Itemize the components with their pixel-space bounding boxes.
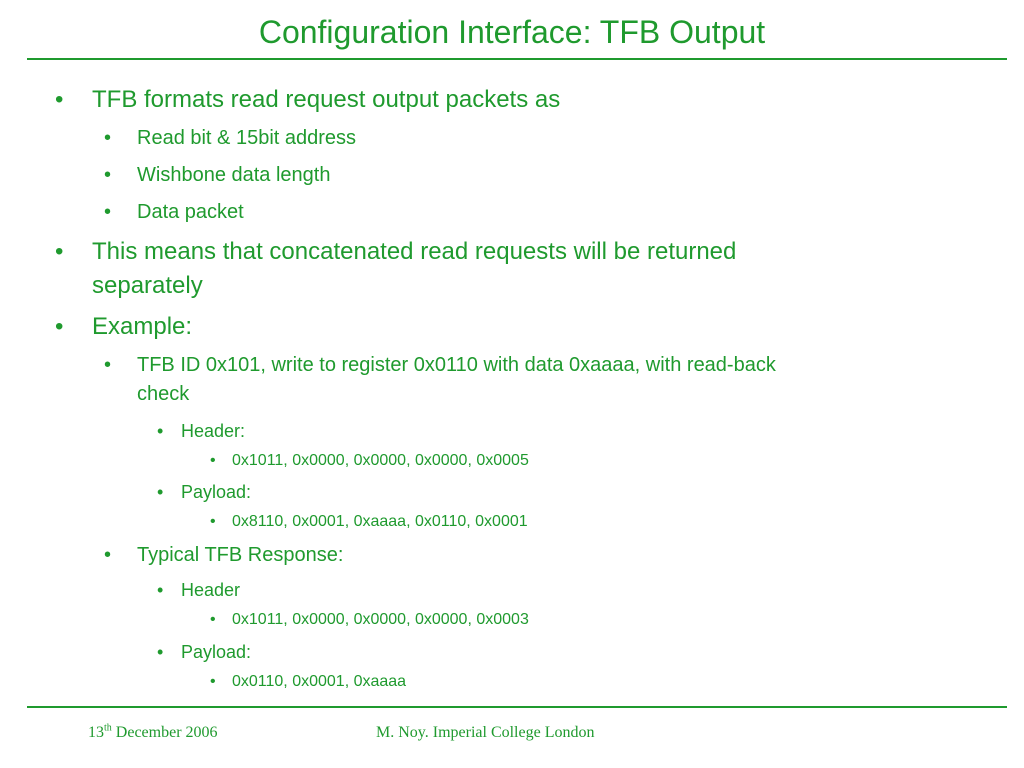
slide-title: Configuration Interface: TFB Output [258, 14, 766, 50]
bullet-text: Payload: [181, 482, 252, 502]
bullet-text: This means that concatenated read requests will be returned [92, 238, 737, 265]
bullet-text: Header: [181, 421, 246, 441]
bullet-marker: • [157, 642, 164, 662]
bullet-marker: • [210, 611, 216, 628]
bullet-marker: • [157, 421, 164, 441]
footer-date-day: 13 [88, 724, 104, 741]
footer-date-suffix: th [104, 722, 112, 734]
bullet-text: TFB ID 0x101, write to register 0x0110 with data 0xaaaa, with read-back [137, 354, 776, 376]
bullet-marker: • [210, 452, 216, 469]
bullet-text: Data packet [137, 201, 244, 223]
bullet-text: Typical TFB Response: [137, 544, 344, 566]
bullet-marker: • [55, 86, 64, 113]
bullet-marker: • [104, 127, 112, 149]
bullet-text: Header [181, 580, 241, 600]
bullet-text: Wishbone data length [137, 164, 331, 186]
footer-date-rest: December 2006 [111, 724, 218, 741]
bullet-marker: • [210, 673, 216, 690]
bullet-text-continued: separately [92, 272, 203, 299]
bullet-marker: • [104, 544, 112, 566]
bullet-text: Read bit & 15bit address [137, 127, 357, 149]
bullet-marker: • [55, 313, 64, 340]
footer-divider [27, 706, 1007, 708]
bullet-marker: • [104, 164, 112, 186]
bullet-text: 0x8110, 0x0001, 0xaaaa, 0x0110, 0x0001 [232, 513, 528, 530]
bullet-marker: • [210, 513, 216, 530]
bullet-text: 0x0110, 0x0001, 0xaaaa [232, 673, 407, 690]
footer-author: M. Noy. Imperial College London [376, 724, 595, 741]
bullet-marker: • [104, 354, 112, 376]
bullet-marker: • [157, 482, 164, 502]
bullet-text: 0x1011, 0x0000, 0x0000, 0x0000, 0x0003 [232, 611, 529, 628]
bullet-text: 0x1011, 0x0000, 0x0000, 0x0000, 0x0005 [232, 452, 529, 469]
bullet-text: TFB formats read request output packets as [92, 86, 561, 113]
bullet-text: Payload: [181, 642, 252, 662]
bullet-marker: • [157, 580, 164, 600]
footer-date [88, 722, 218, 744]
bullet-marker: • [104, 201, 112, 223]
bullet-text: Example: [92, 313, 193, 340]
bullet-text-continued: check [137, 383, 190, 405]
bullet-marker: • [55, 238, 64, 265]
